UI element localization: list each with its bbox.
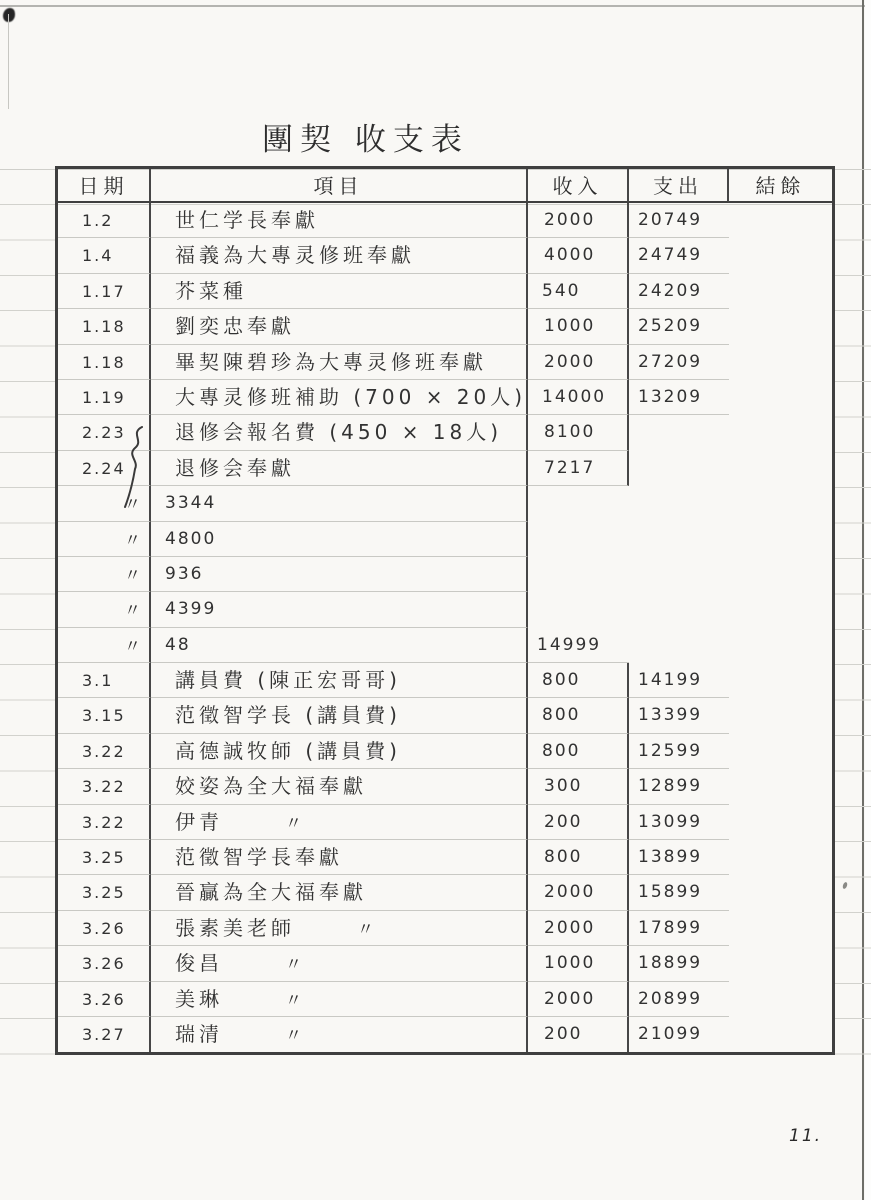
income-cell: 800: [528, 840, 629, 875]
item-text: 退修会奉獻: [175, 455, 295, 480]
item-cell: [58, 592, 151, 627]
date-cell: 1.19: [58, 380, 151, 415]
income-cell: 8100: [528, 415, 629, 450]
balance-cell: 12899: [629, 769, 729, 804]
ditto-mark-pre: 〃: [124, 530, 145, 551]
table-row: [58, 557, 832, 592]
income-cell: 1000: [528, 946, 629, 981]
item-cell: [151, 203, 528, 238]
scan-top-edge: [0, 5, 871, 7]
income-cell: 2000: [528, 875, 629, 910]
item-cell: [151, 698, 528, 733]
expense-cell: 800: [528, 734, 629, 769]
ditto-mark-post: 〃: [357, 919, 378, 940]
item-text: 伊青: [175, 809, 223, 834]
date-cell: 3.27: [58, 1017, 151, 1052]
item-cell: [151, 734, 528, 769]
income-cell: 300: [528, 769, 629, 804]
expense-cell: 936: [151, 557, 528, 592]
date-cell: 3.26: [58, 911, 151, 946]
ditto-mark-pre: 〃: [124, 636, 145, 657]
item-text: 晉贏為全大福奉獻: [175, 880, 367, 905]
item-cell: [151, 875, 528, 910]
header-cell-income: 收入: [528, 169, 629, 203]
income-cell: 2000: [528, 982, 629, 1017]
table-row: [58, 486, 832, 521]
date-cell: 3.25: [58, 875, 151, 910]
date-cell: 3.22: [58, 805, 151, 840]
balance-cell: 25209: [629, 309, 729, 344]
ditto-mark-pre: 〃: [124, 601, 145, 622]
date-cell: 2.23: [58, 415, 151, 450]
item-cell: [151, 911, 528, 946]
balance-cell: 12599: [629, 734, 729, 769]
table-row: [58, 274, 832, 309]
balance-cell: 13209: [629, 380, 729, 415]
table-row: [58, 203, 832, 238]
table-row: [58, 734, 832, 769]
balance-cell: 27209: [629, 345, 729, 380]
table-row: [58, 380, 832, 415]
table-header: [58, 169, 832, 203]
table-row: [58, 309, 832, 344]
item-text: 范徵智学長 (講員費): [175, 703, 401, 728]
income-cell: 1000: [528, 309, 629, 344]
item-text: 畢契陳碧珍為大專灵修班奉獻: [175, 349, 487, 374]
date-cell: 3.1: [58, 663, 151, 698]
ditto-mark-post: 〃: [285, 990, 306, 1011]
item-cell: [151, 415, 528, 450]
date-cell: 3.26: [58, 982, 151, 1017]
income-cell: 2000: [528, 911, 629, 946]
item-cell: [151, 345, 528, 380]
table-row: [58, 238, 832, 273]
date-cell: 2.24: [58, 451, 151, 486]
scan-left-edge-line: [8, 14, 9, 109]
income-cell: 7217: [528, 451, 629, 486]
item-cell: [151, 274, 528, 309]
date-cell: 3.15: [58, 698, 151, 733]
table-row: [58, 451, 832, 486]
item-text: 張素美老師: [175, 915, 295, 940]
income-cell: 200: [528, 805, 629, 840]
header-cell-balance: 結餘: [729, 169, 832, 203]
income-cell: 2000: [528, 203, 629, 238]
item-text: 退修会報名費 (450 × 18人): [175, 420, 503, 445]
balance-cell: 13399: [629, 698, 729, 733]
expense-cell: 4800: [151, 522, 528, 557]
item-text: 劉奕忠奉獻: [175, 314, 295, 339]
ditto-mark-pre: 〃: [124, 495, 145, 516]
balance-cell: 13099: [629, 805, 729, 840]
item-cell: [151, 840, 528, 875]
item-cell: [151, 309, 528, 344]
date-cell: 1.2: [58, 203, 151, 238]
balance-cell: 20749: [629, 203, 729, 238]
balance-cell: 21099: [638, 1023, 703, 1044]
date-cell: 3.22: [58, 769, 151, 804]
balance-cell: 15899: [629, 875, 729, 910]
income-cell: 2000: [528, 345, 629, 380]
item-text: 福義為大專灵修班奉獻: [175, 243, 415, 268]
item-text: 美琳: [175, 986, 223, 1011]
page-number: 11.: [789, 1126, 823, 1146]
table-row: [58, 769, 832, 804]
table-row: [58, 1017, 832, 1052]
ditto-mark-pre: 〃: [124, 565, 145, 586]
table-row: [58, 628, 832, 663]
date-cell: 1.18: [58, 345, 151, 380]
table-row: [58, 698, 832, 733]
item-text: 高德誠牧師 (講員費): [175, 738, 401, 763]
expense-cell: 540: [528, 274, 629, 309]
expense-cell: 4399: [151, 592, 528, 627]
item-cell: [151, 982, 528, 1017]
table-row: [58, 345, 832, 380]
table-row: [58, 875, 832, 910]
item-text: 姣姿為全大福奉獻: [175, 774, 367, 799]
balance-cell: 24209: [629, 274, 729, 309]
header-cell-expense: 支出: [629, 169, 729, 203]
row-group-brace: [121, 425, 149, 509]
item-cell: [151, 1017, 528, 1052]
item-cell: [151, 769, 528, 804]
notebook-ruling-left: [0, 205, 55, 1056]
date-cell: 1.4: [58, 238, 151, 273]
item-cell: [151, 380, 528, 415]
ditto-mark-post: 〃: [285, 1025, 306, 1046]
balance-cell: 14999: [528, 628, 629, 663]
page-title: 團契 收支表: [262, 122, 469, 158]
date-cell: 1.18: [58, 309, 151, 344]
table-row: [58, 522, 832, 557]
ledger-table: [55, 166, 835, 1055]
scan-corner-blob: [3, 8, 15, 22]
balance-cell: 24749: [629, 238, 729, 273]
table-row: [58, 663, 832, 698]
notebook-ruling-right: [835, 205, 871, 1056]
table-row: [58, 946, 832, 981]
item-text: 世仁学長奉獻: [175, 208, 319, 232]
balance-cell: 14199: [629, 663, 729, 698]
item-cell: [151, 805, 528, 840]
item-cell: [151, 238, 528, 273]
header-cell-item: 項目: [151, 169, 528, 203]
expense-cell: 3344: [151, 486, 528, 521]
table-row: [58, 840, 832, 875]
balance-cell: 18899: [629, 946, 729, 981]
table-row: [58, 982, 832, 1017]
ditto-mark-post: 〃: [285, 955, 306, 976]
expense-cell: 48: [151, 628, 528, 663]
balance-cell: 20899: [629, 982, 729, 1017]
expense-cell: 14000: [528, 380, 629, 415]
item-text: 瑞清: [175, 1021, 223, 1046]
table-row: [58, 805, 832, 840]
table-row: [58, 415, 832, 450]
table-body: [58, 203, 832, 1052]
item-cell: [58, 628, 151, 663]
balance-cell: 17899: [629, 911, 729, 946]
item-text: 范徵智学長奉獻: [175, 845, 343, 870]
item-cell: [58, 522, 151, 557]
date-cell: 3.26: [58, 946, 151, 981]
income-cell: 200: [528, 1017, 629, 1052]
date-cell: 3.25: [58, 840, 151, 875]
table-row: [58, 911, 832, 946]
date-cell: 3.22: [58, 734, 151, 769]
expense-cell: 800: [528, 698, 629, 733]
date-cell: 1.17: [58, 274, 151, 309]
header-cell-date: 日期: [58, 169, 151, 203]
item-cell: [151, 451, 528, 486]
income-cell: 4000: [528, 238, 629, 273]
ditto-mark-post: 〃: [285, 813, 306, 834]
item-text: 俊昌: [175, 951, 223, 976]
item-cell: [151, 946, 528, 981]
item-text: 講員費 (陳正宏哥哥): [175, 668, 401, 693]
balance-cell: 13899: [629, 840, 729, 875]
expense-cell: 800: [528, 663, 629, 698]
table-row: [58, 592, 832, 627]
item-text: 芥菜種: [175, 278, 247, 303]
item-text: 大專灵修班補助 (700 × 20人): [175, 384, 527, 409]
item-cell: [58, 557, 151, 592]
item-cell: [151, 663, 528, 698]
